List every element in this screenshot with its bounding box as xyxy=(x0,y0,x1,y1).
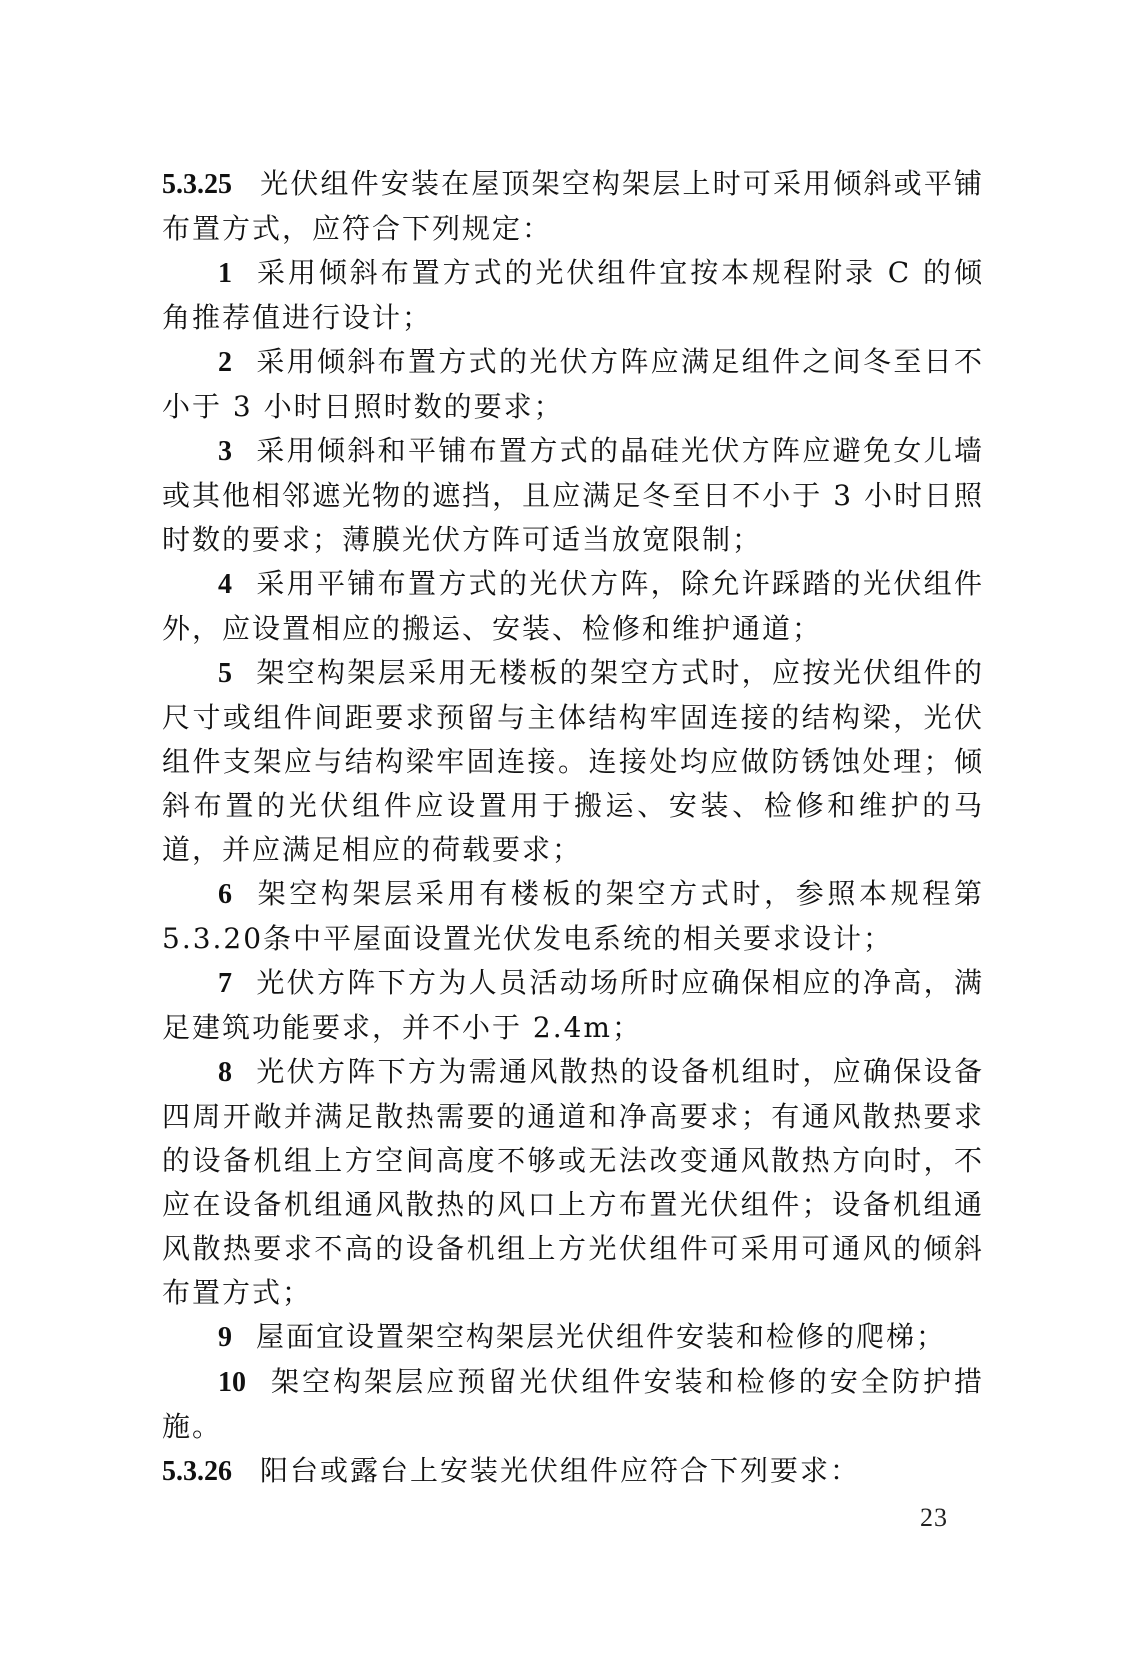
item-number: 3 xyxy=(218,436,232,467)
item-text: 采用平铺布置方式的光伏方阵，除允许踩踏的光伏组件外，应设置相应的搬运、安装、检修和维护通道； xyxy=(162,567,984,645)
item-text: 采用倾斜布置方式的光伏组件宜按本规程附录 C 的倾角推荐值进行设计； xyxy=(162,256,984,334)
list-item xyxy=(162,1360,984,1449)
clause-5-3-25 xyxy=(162,162,984,251)
item-number: 8 xyxy=(218,1057,232,1088)
item-number: 10 xyxy=(218,1367,246,1398)
page-number: 23 xyxy=(920,1503,948,1532)
clause-text: 光伏组件安装在屋顶架空构架层上时可采用倾斜或平铺布置方式，应符合下列规定： xyxy=(162,167,984,245)
clause-number: 5.3.26 xyxy=(162,1456,232,1487)
clause-5-3-26 xyxy=(162,1449,984,1494)
list-item xyxy=(162,872,984,961)
document-body xyxy=(162,162,984,1494)
item-text: 采用倾斜和平铺布置方式的晶硅光伏方阵应避免女儿墙或其他相邻遮光物的遮挡，且应满足冬至日不小于 3 小时日照时数的要求；薄膜光伏方阵可适当放宽限制； xyxy=(162,434,984,556)
list-item xyxy=(162,251,984,340)
list-item xyxy=(162,651,984,872)
item-number: 4 xyxy=(218,569,232,600)
item-text: 架空构架层采用无楼板的架空方式时，应按光伏组件的尺寸或组件间距要求预留与主体结构牢固连接的结构梁，光伏组件支架应与结构梁牢固连接。连接处均应做防锈蚀处理；倾斜布置的光伏组件应设置用于搬运、安装、检修和维护的马道，并应满足相应的荷载要求； xyxy=(162,656,984,866)
item-text: 屋面宜设置架空构架层光伏组件安装和检修的爬梯； xyxy=(256,1320,947,1353)
item-number: 9 xyxy=(218,1322,232,1353)
item-text: 架空构架层采用有楼板的架空方式时，参照本规程第 5.3.20条中平屋面设置光伏发电系统的相关要求设计； xyxy=(162,877,984,955)
item-text: 采用倾斜布置方式的光伏方阵应满足组件之间冬至日不小于 3 小时日照时数的要求； xyxy=(162,345,984,423)
list-item xyxy=(162,961,984,1050)
item-text: 架空构架层应预留光伏组件安装和检修的安全防护措施。 xyxy=(162,1365,984,1443)
list-item xyxy=(162,1315,984,1360)
item-number: 5 xyxy=(218,658,232,689)
item-number: 7 xyxy=(218,968,232,999)
item-text: 光伏方阵下方为人员活动场所时应确保相应的净高，满足建筑功能要求，并不小于 2.4m； xyxy=(162,966,984,1044)
clause-text: 阳台或露台上安装光伏组件应符合下列要求： xyxy=(260,1454,861,1487)
list-item xyxy=(162,562,984,651)
item-number: 2 xyxy=(218,347,232,378)
item-text: 光伏方阵下方为需通风散热的设备机组时，应确保设备四周开敞并满足散热需要的通道和净高要求；有通风散热要求的设备机组上方空间高度不够或无法改变通风散热方向时，不应在设备机组通风散热的风口上方布置光伏组件；设备机组通风散热要求不高的设备机组上方光伏组件可采用可通风的倾斜布置方式； xyxy=(162,1055,984,1309)
item-number: 1 xyxy=(218,258,232,289)
list-item xyxy=(162,429,984,562)
clause-number: 5.3.25 xyxy=(162,169,232,200)
item-number: 6 xyxy=(218,879,232,910)
list-item xyxy=(162,1050,984,1315)
list-item xyxy=(162,340,984,429)
